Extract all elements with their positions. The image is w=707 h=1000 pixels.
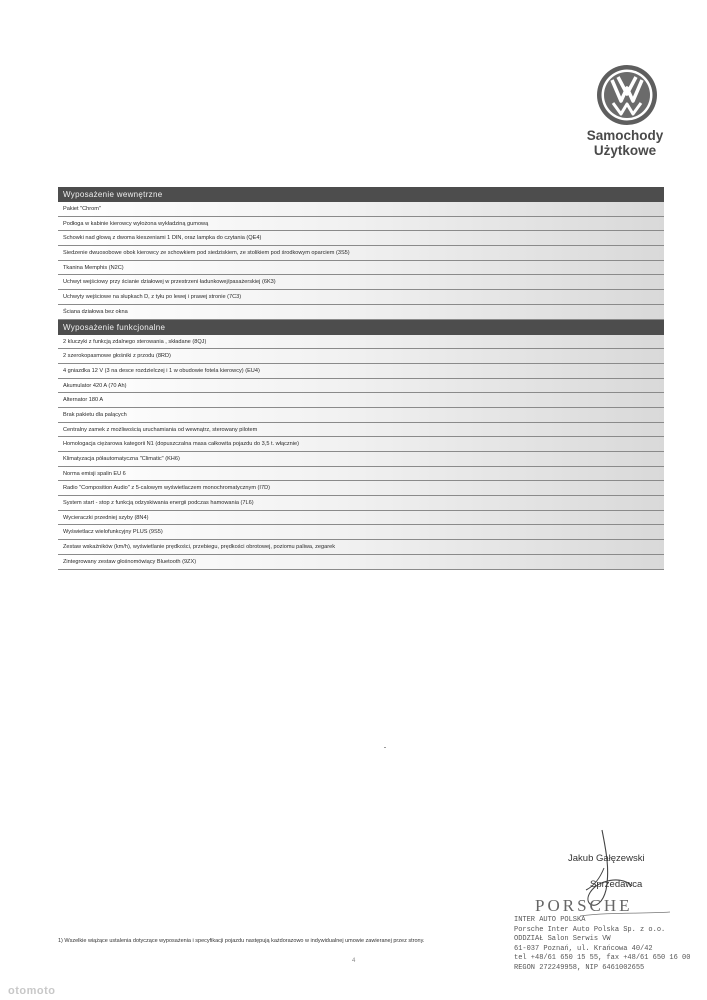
table-row: Siedzenie dwuosobowe obok kierowcy ze schowkiem pod siedziskiem, ze stolikiem pod środkowym oparciem (3S5) [58,246,664,261]
table-row: Norma emisji spalin EU 6 [58,467,664,482]
table-row: Uchwyty wejściowe na słupkach D, z tyłu po lewej i prawej stronie (7C3) [58,290,664,305]
table-row: Centralny zamek z możliwością uruchamiania od wewnątrz, sterowany pilotem [58,423,664,438]
brand-line-1: Samochody [586,128,664,143]
table-row: Podłoga w kabinie kierowcy wyłożona wykładziną gumową [58,217,664,232]
stamp-line: Porsche Inter Auto Polska Sp. z o.o. [514,925,666,934]
stray-mark [384,747,386,748]
table-row: Zintegrowany zestaw głośnomówiący Bluetooth (9ZX) [58,555,664,570]
stamp-line: tel +48/61 650 15 55, fax +48/61 650 16 00 [514,954,691,962]
table-row: Akumulator 420 A (70 Ah) [58,379,664,394]
table-row: Wycieraczki przedniej szyby (8N4) [58,511,664,526]
table-row: 4 gniazdka 12 V (3 na desce rozdzielczej i 1 w obudowie fotela kierowcy) (EU4) [58,364,664,379]
stamp-brand: PORSCHE [535,896,633,915]
table-row: 2 kluczyki z funkcją zdalnego sterowania , składane (8QJ) [58,335,664,350]
table-row: Zestaw wskaźników (km/h), wyświetlanie prędkości, przebiegu, prędkości obrotowej, poziomu paliwa, zegarek [58,540,664,555]
section-header-functional: Wyposażenie funkcjonalne [58,320,664,335]
signer-role: Sprzedawca [590,879,643,890]
stamp-line: ODDZIAŁ Salon Serwis VW [514,935,611,943]
table-row: Klimatyzacja półautomatyczna "Climatic" (KH6) [58,452,664,467]
table-row: Wyświetlacz wielofunkcyjny PLUS (9S5) [58,525,664,540]
signer-name: Jakub Gałęzewski [568,853,645,864]
watermark: otomoto [8,985,56,997]
stamp-line: 61-037 Poznań, ul. Krańcowa 40/42 [514,944,653,953]
stamp-line: INTER AUTO POLSKA [514,916,586,924]
table-row: System start - stop z funkcją odzyskiwania energii podczas hamowania (7L6) [58,496,664,511]
company-stamp [514,916,704,973]
table-row: 2 szerokopasmowe głośniki z przodu (8RD) [58,349,664,364]
brand-title [560,128,690,158]
table-row: Homologacja ciężarowa kategorii N1 (dopuszczalna masa całkowita pojazdu do 3,5 t. włącznie) [58,437,664,452]
table-row: Brak pakietu dla palących [58,408,664,423]
table-row: Pakiet "Chrom" [58,202,664,217]
table-row: Alternator 180 A [58,393,664,408]
vw-logo-icon [596,64,658,126]
table-row: Ściana działowa bez okna [58,305,664,320]
section-header-interior: Wyposażenie wewnętrzne [58,187,664,202]
table-row: Uchwyt wejściowy przy ścianie działowej w przestrzeni ładunkowej/pasażerskiej (6K3) [58,275,664,290]
table-row: Schowki nad głową z dwoma kieszeniami 1 DIN, oraz lampka do czytania (QE4) [58,231,664,246]
brand-line-2: Użytkowe [593,143,657,158]
stamp-line: REGON 272249958, NIP 6461002655 [514,963,645,972]
page-number: 4 [352,958,356,964]
table-row: Tkanina Memphis (N2C) [58,261,664,276]
footnote: 1) Wszelkie wiążące ustalenia dotyczące wyposażenia i specyfikacji pojazdu następują każdorazowo w indywidualnej umowie zawieranej przez strony. [58,938,425,944]
table-row: Radio "Composition Audio" z 5-calowym wyświetlaczem monochromatycznym (I7D) [58,481,664,496]
equipment-table [58,187,664,570]
